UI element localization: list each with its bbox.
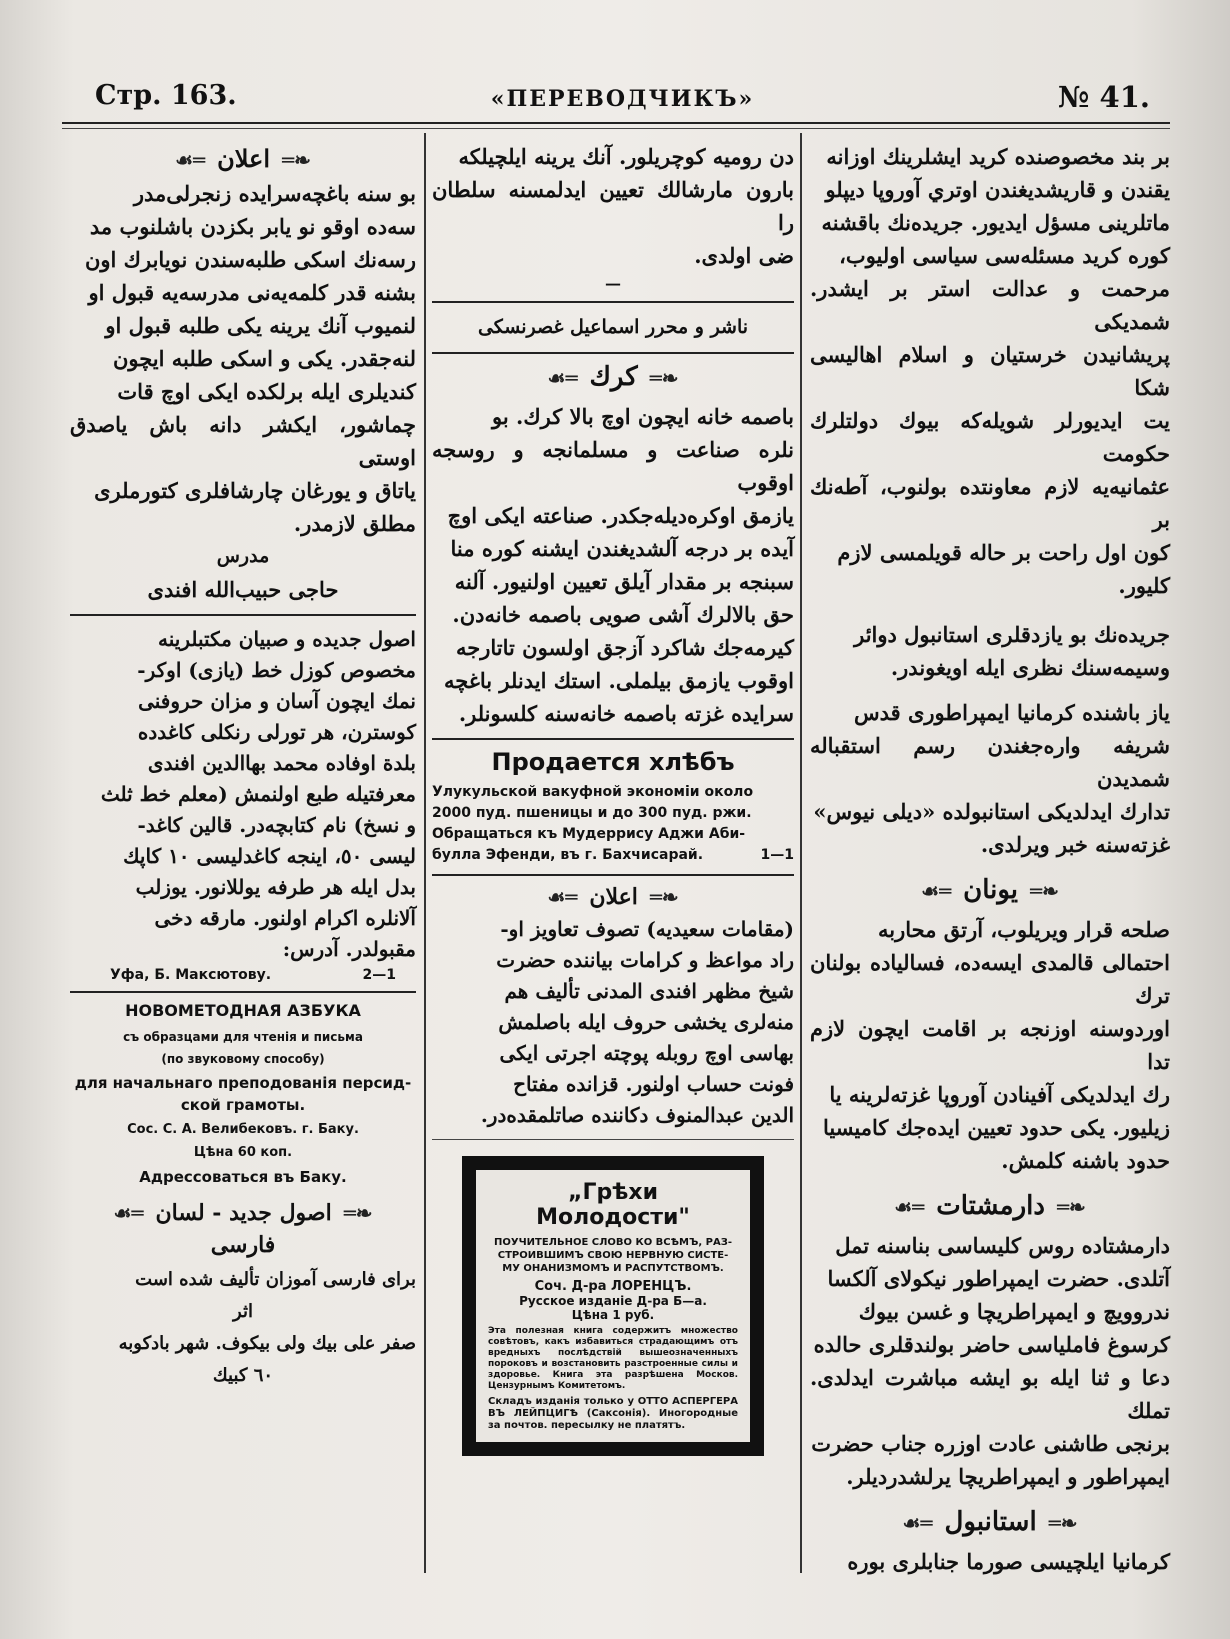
- text-line: بهاسى اوچ روبله پوچته اجرتى ايكى: [499, 1041, 794, 1065]
- text-line: جريده‌نك بو يازدقلرى استانبول دوائر: [854, 622, 1170, 647]
- text-line: ياز باشنده كرمانيا ايمپراطورى قدس: [853, 700, 1170, 725]
- text-line: سرايده غزته باصمه خانه‌سنه كلسونلر.: [458, 701, 794, 726]
- ornament-icon: ═☙: [921, 879, 952, 903]
- text-line: اصول جديده و صبيان مكتبلرينه: [158, 627, 416, 651]
- usul-heading: [70, 1200, 416, 1226]
- text-line: اثر: [233, 1301, 253, 1322]
- text-line: بلدة اوفاده محمد بهاالدين افندى: [147, 751, 416, 775]
- text-line: مطلق لازمدر.: [293, 511, 416, 536]
- text-line: (مقامات سعيديه) تصوف تعاويز او-: [500, 917, 794, 941]
- text-line: سه‌ده اوقو نو يابر بكزدن باشلنوب مد: [89, 214, 416, 239]
- abc-title: НОВОМЕТОДНАЯ АЗБУКА: [125, 1001, 361, 1020]
- book-description: Эта полезная книга содержитъ множество совѣтовъ, какъ избавиться страдающимъ отъ вредныхъ послѣдствій вышеозначенныхъ пороковъ и возстановить разстроенные силы и здоровье. Книга эта разрѣшена Москов. Цензурнымъ Комитетомъ.: [488, 1326, 738, 1391]
- text-line: СТРОИВШИМЪ СВОЮ НЕРВНУЮ СИСТЕ-: [497, 1250, 729, 1261]
- ornament-icon: ❧═: [1030, 879, 1059, 903]
- text-line: پريشانيدن خرستيان و اسلام اهاليسى شكا: [810, 342, 1170, 400]
- text-line: سبنجه بر مقدار آيلق تعيين اولنيور. آلنه: [454, 569, 794, 594]
- header-rule-thin: [62, 128, 1170, 129]
- text-line: كوسترن، هر تورلى رنكلى كاغدده: [137, 720, 416, 744]
- ornament-icon: ═☙: [902, 1511, 933, 1535]
- crete-article: [810, 140, 1170, 861]
- text-line: كوره كريد مسئله‌سى سياسى اوليوب،: [839, 243, 1170, 268]
- text-line: كرمانيا ايلچيسى صورما جنابلرى بوره: [847, 1549, 1170, 1574]
- text-line: شريفه واره‌جغندن رسم استقباله شمديدن: [810, 733, 1170, 791]
- text-line: كرسوغ فاملياسى حاضر بولندقلرى حالده: [813, 1332, 1170, 1357]
- address: Уфа, Б. Максютову.: [110, 967, 272, 983]
- text-line: لنميوب آنك يرينه يكى طلبه قبول او: [105, 313, 416, 338]
- text-line: بو سنه باغچه‌سرايده زنجرلى‌مدر: [133, 181, 416, 206]
- newspaper-title: «ПЕРЕВОДЧИКЪ»: [490, 86, 755, 112]
- bread-title: Продается хлѣбъ: [491, 748, 735, 776]
- text-line: عثمانيه‌يه لازم معاونتده بولنوب، آطه‌نك بر: [810, 474, 1170, 532]
- text-line: و نسخ) نام كتابچه‌در. قالين كاغد-: [137, 813, 416, 837]
- abc-contact: Адрессоваться въ Баку.: [139, 1168, 347, 1186]
- text-line: آتلدى. حضرت ايمپراطور نيكولاى آلكسا: [827, 1266, 1170, 1291]
- text-line: ياتاق و يورغان چارشافلرى كتورملرى: [94, 478, 416, 503]
- ornament-icon: ❧═: [282, 148, 311, 172]
- text-line: يت ايديورلر شويله‌كه بيوك دولتلرك حكومت: [810, 408, 1170, 466]
- text-line: بدل ايله هر طرفه يوللانور. يوزلب: [135, 875, 416, 899]
- kirk-title: كرك: [589, 362, 638, 392]
- kirk-heading: [432, 362, 794, 392]
- ambassador-article: [432, 140, 794, 272]
- text-line: 2000 пуд. пшеницы и до 300 пуд. ржи.: [432, 805, 752, 821]
- issue-mark: 1—1: [760, 847, 794, 863]
- text-line: ايمپراطور و ايمپراطريچا يرلشدرديلر.: [846, 1464, 1170, 1489]
- text-line: حدود باشنه كلمش.: [1001, 1148, 1170, 1173]
- calligraphy-book-ad: [70, 624, 416, 965]
- text-line: الدين عبدالمنوف دكاننده صاتلمقده‌در.: [480, 1103, 794, 1127]
- text-line: براى فارسى آموزان تأليف شده است: [135, 1269, 416, 1290]
- text-line: غزته‌سنه خبر ويرلدى.: [980, 832, 1170, 857]
- text-line: منه‌لرى يخشى حروف ايله باصلمش: [498, 1010, 794, 1034]
- text-line: آلانلره اكرام اولنور. مارقه دخى: [154, 906, 416, 930]
- signature-name: حاجى حبيب‌الله افندى: [147, 577, 339, 602]
- yunan-article: [810, 913, 1170, 1177]
- text-line: اوردوسنه اوزنجه بر اقامت ايچون لازم تدا: [810, 1016, 1170, 1074]
- text-line: دعا و ثنا ايله بو ايشه مباشرت ايدلدى. تملك: [810, 1365, 1170, 1423]
- text-line: ندروويچ و ايمپراطريچا و غسن بيوك: [858, 1299, 1170, 1324]
- page-number: Стр. 163.: [95, 80, 237, 111]
- text-line: معرفتيله طبع اولنمش (معلم خط ثلث: [100, 782, 416, 806]
- abc-price: Цѣна 60 коп.: [193, 1145, 293, 1160]
- ornament-icon: ❧═: [343, 1201, 373, 1225]
- text-line: احتمالى قالمدى ايسه‌ده، فسالياده بولنان ترك: [810, 950, 1170, 1008]
- text-line: МУ ОНАНИЗМОМЪ И РАСПУТСТВОМЪ.: [502, 1263, 724, 1274]
- abc-ad: [70, 1001, 416, 1186]
- text-line: ПОУЧИТЕЛЬНОЕ СЛОВО КО ВСѢМЪ, РАЗ-: [493, 1237, 732, 1248]
- yunan-title: يونان: [963, 875, 1019, 905]
- text-line: برنجى طاشنى عادت اوزره جناب حضرت: [811, 1431, 1170, 1456]
- column-divider-right: [800, 133, 802, 1573]
- text-line: رك ايدلديكى آفينادن آوروپا غزته‌لرينه يا: [829, 1082, 1170, 1107]
- istanbul-heading: [810, 1507, 1170, 1537]
- text-line: ضى اولدى.: [694, 243, 794, 268]
- text-line: زيليور. يكى حدود تعيين ايده‌جك كاميسيا: [822, 1115, 1170, 1140]
- book-subtitle: [488, 1236, 738, 1275]
- text-line: لنه‌جقدر. يكى و اسكى طلبه ايچون: [112, 346, 416, 371]
- ornament-icon: ═☙: [547, 366, 578, 390]
- text-line: فونت حساب اولنور. قزانده مفتاح: [513, 1072, 794, 1096]
- divider: [432, 738, 794, 740]
- ornament-icon: ═☙: [113, 1201, 144, 1225]
- text-line: صلحه قرار ويريلوب، آرتق محاربه: [878, 917, 1170, 942]
- divider: [432, 301, 794, 303]
- text-line: مرحمت و عدالت استر بر ايشدر. شمديكى: [810, 276, 1170, 334]
- ornament-icon: ═☙: [894, 1195, 925, 1219]
- kirk-article: [432, 400, 794, 730]
- text-line: آيده بر درجه آلشديغندن ايشنه كوره منا: [450, 536, 794, 561]
- farsi-author: صفر على بيك ولى بيكوف. شهر بادكوبه: [118, 1333, 416, 1354]
- divider: [70, 614, 416, 616]
- ornament-icon: ❧═: [1056, 1195, 1086, 1219]
- text-line: چماشور، ايكشر دانه باش ياصدق اوستى: [70, 412, 416, 470]
- middle-column: [432, 140, 794, 1456]
- publisher-line: ناشر و محرر اسماعيل غصرنسكى: [477, 316, 749, 338]
- divider: [432, 874, 794, 876]
- abc-purpose-2: ской грамоты.: [180, 1096, 306, 1114]
- text-line: ليسى ٥٠، اينجه كاغدليسى ١٠ كاپك: [123, 844, 416, 868]
- abc-author: Сос. С. А. Велибековъ. г. Баку.: [127, 1122, 359, 1137]
- abc-subtitle: съ образцами для чтенія и письма: [123, 1030, 363, 1044]
- abc-method: (по звуковому способу): [161, 1052, 325, 1066]
- text-line: دن روميه كوچريلور. آنك يرينه ايلچيلكه: [458, 144, 794, 169]
- book-ad-box: [462, 1156, 764, 1456]
- divider: [432, 1139, 794, 1140]
- text-line: булла Эфенди, въ г. Бахчисарай.: [432, 847, 704, 863]
- bread-last-line: [432, 845, 794, 866]
- farsi-title: فارسى: [210, 1232, 276, 1258]
- text-line: وسيمه‌سنك نظرى ايله اويغوندر.: [890, 655, 1170, 680]
- text-line: كليور.: [1118, 573, 1170, 598]
- text-line: رسه‌نك اسكى طلبه‌سندن نويابرك اون: [84, 247, 416, 272]
- ilan-heading: [432, 884, 794, 910]
- istanbul-title: استانبول: [944, 1507, 1037, 1537]
- text-line: حق بالالرك آشى صويى باصمه خانه‌دن.: [452, 602, 794, 627]
- istanbul-article: [810, 1545, 1170, 1578]
- signature-title: مدرس: [216, 545, 270, 567]
- text-line: كيرمه‌جك شاكرد آز‌جق اولسون تاتارجه: [456, 635, 794, 660]
- divider: [432, 352, 794, 354]
- darmstadt-heading: [810, 1191, 1170, 1221]
- text-line: نمك ايچون آسان و مزان حروفنى: [138, 689, 416, 713]
- farsi-price: ٦٠ كبيك: [212, 1365, 274, 1386]
- text-line: Обращаться къ Мудеррису Аджи Аби-: [432, 826, 746, 842]
- text-line: بشنه قدر كلمه‌يه‌نى مدرسه‌يه قبول او: [88, 280, 416, 305]
- text-line: ماتلرينى مسؤل ايديور. جريده‌نك باقشنه: [821, 210, 1170, 235]
- text-line: راد مواعظ و كرامات بياننده حضرت: [496, 948, 794, 972]
- usul-title: اصول جديد - لسان: [155, 1200, 332, 1226]
- book-edition: Русское изданіе Д-ра Б—а.: [519, 1294, 707, 1308]
- ilan-title: اعلان: [589, 884, 638, 910]
- ornament-icon: ❧═: [649, 366, 679, 390]
- book-store: Складъ изданія только у ОТТО АСПЕРГЕРА ВЪ ЛЕЙПЦИГѢ (Саксонія). Иногородные за почтов. пересылку не платятъ.: [488, 1396, 738, 1431]
- text-line: Улукульской вакуфной экономіи около: [432, 784, 754, 800]
- abc-purpose: для начальнаго преподованія персид-: [74, 1074, 412, 1092]
- madrasa-notice: [70, 177, 416, 540]
- text-line: تدارك ايدلديكى استانبولده «ديلى نيوس»: [813, 799, 1170, 824]
- address-line: [70, 965, 416, 983]
- issue-number: № 41.: [1057, 80, 1150, 114]
- end-dash: —: [605, 274, 621, 293]
- left-column: [70, 140, 416, 1392]
- text-line: بارون مارشالك تعيين ايدلمسنه سلطان را: [432, 177, 794, 235]
- text-line: يقندن و قاريشديغندن اوتري آوروپا ديپلو: [825, 177, 1170, 202]
- ornament-icon: ═☙: [175, 148, 206, 172]
- bread-ad: [432, 782, 794, 866]
- header-rule: [62, 122, 1170, 124]
- darmstadt-article: [810, 1229, 1170, 1493]
- ilan-article: [432, 914, 794, 1131]
- text-line: دارمشتاده روس كليساسى بناسنه تمل: [835, 1233, 1170, 1258]
- text-line: شيخ مظهر افندى المدنى تأليف هم: [504, 979, 794, 1003]
- book-title: „Грѣхи Молодости": [536, 1180, 690, 1230]
- darmstadt-title: دارمشتات: [936, 1191, 1045, 1221]
- divider: [70, 991, 416, 993]
- yunan-heading: [810, 875, 1170, 905]
- book-author: Соч. Д-ра ЛОРЕНЦЪ.: [534, 1279, 692, 1294]
- right-column: [810, 140, 1170, 1578]
- book-price: Цѣна 1 руб.: [571, 1308, 655, 1322]
- text-line: نلره صناعت و مسلمانجه و روسجه اوقوب: [432, 437, 794, 495]
- ornament-icon: ❧═: [649, 885, 679, 909]
- text-line: كنديلرى ايله برلكده ايكى اوچ قات: [117, 379, 416, 404]
- farsi-book-ad: [70, 1264, 416, 1392]
- text-line: بر بند مخصوصنده كريد ايشلرينك اوزانه: [826, 144, 1170, 169]
- text-line: يازمق اوكره‌ديله‌جكدر. صناعته ايكى اوچ: [447, 503, 794, 528]
- ilan-heading: [70, 144, 416, 173]
- page-header: [95, 80, 1150, 120]
- text-line: مقبولدر. آدرس:: [282, 937, 416, 961]
- text-line: اوقوب يازمق بيلملى. استك ايدنلر باغچه: [444, 668, 794, 693]
- text-line: مخصوص كوزل خط (يازى) اوكر-: [137, 658, 416, 682]
- column-divider-left: [424, 133, 426, 1573]
- text-line: باصمه خانه ايچون اوچ بالا كرك. بو: [492, 404, 794, 429]
- ornament-icon: ❧═: [1048, 1511, 1078, 1535]
- text-line: كون اول راحت بر حاله قويلمسى لازم: [837, 540, 1170, 565]
- ilan-title: اعلان: [217, 144, 271, 173]
- ornament-icon: ═☙: [547, 885, 578, 909]
- issue-mark: 2—1: [362, 967, 396, 983]
